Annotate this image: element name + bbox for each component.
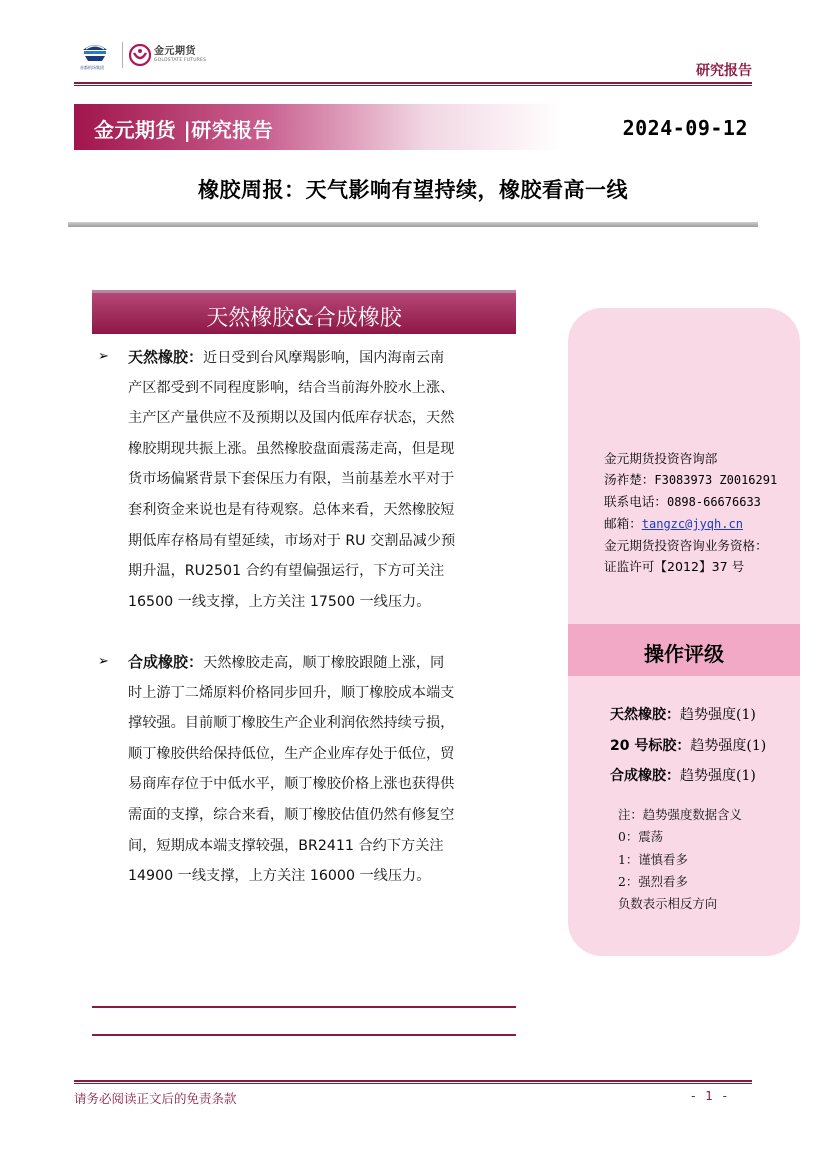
rating-name: 合成橡胶： — [610, 768, 680, 784]
logo-caption: 首都机场集团 — [80, 65, 104, 70]
header-report-label: 研究报告 — [696, 63, 752, 79]
bullet-text: 主产区产量供应不及预期以及国内低库存状态，天然 — [128, 410, 455, 427]
bullet-text: 近日受到台风摩羯影响，国内海南云南 — [203, 350, 445, 366]
rating-value: 趋势强度(1) — [680, 707, 756, 723]
bullet-text: 易商库存位于中低水平，顺丁橡胶价格上涨也获得供 — [128, 776, 455, 793]
report-date: 2024-09-12 — [622, 116, 748, 140]
license-title: 金元期货投资咨询业务资格： — [604, 538, 768, 553]
goldstate-logo — [129, 44, 206, 66]
bullet-label: 天然橡胶： — [128, 348, 204, 366]
bullet-text: 产区都受到不同程度影响，结合当前海外胶水上涨、 — [128, 379, 455, 396]
page-number: - 1 - — [691, 1089, 730, 1103]
rating-item — [610, 704, 800, 735]
bullet-text: 顺丁橡胶供给保持低位，生产企业库存处于低位，贸 — [128, 745, 455, 762]
bullet-text: 期低库存格局有望延续，市场对于 RU 交割品减少预 — [128, 532, 456, 549]
note-line: 2：强烈看多 — [618, 873, 688, 889]
bullet-text: 撑较强。目前顺丁橡胶生产企业利润依然持续亏损， — [128, 715, 455, 732]
footer-disclaimer: 请务必阅读正文后的免责条款 — [74, 1091, 237, 1106]
phone-number: 0898-66676633 — [666, 495, 761, 509]
rating-heading-text: 操作评级 — [644, 642, 724, 666]
bullet-text: 需面的支撑，综合来看，顺丁橡胶估值仍然有修复空 — [128, 806, 455, 823]
email-label: 邮箱： — [604, 516, 642, 531]
bullet-text: 间，短期成本端支撑较强，BR2411 合约下方关注 — [128, 837, 444, 854]
sidebar-panel — [568, 308, 800, 956]
bullet-text: 套利资金来说也是有待观察。总体来看，天然橡胶短 — [128, 501, 455, 518]
email-link[interactable]: tangzc@jyqh.cn — [641, 517, 743, 531]
capital-airports-logo — [80, 39, 118, 71]
rating-item — [610, 765, 800, 796]
section-heading — [92, 290, 516, 334]
note-line: 0：震荡 — [618, 829, 664, 845]
logo-en-name: GOLDSTATE FUTURES — [154, 57, 207, 63]
rating-name: 天然橡胶： — [610, 707, 680, 723]
title-banner — [74, 104, 752, 150]
note-line: 1：谨慎看多 — [618, 851, 688, 867]
bullet-text: 货市场偏紧背景下套保压力有限，当前基差水平对于 — [128, 471, 455, 488]
bullet-arrow-icon: ➢ — [98, 654, 109, 669]
rating-notes — [618, 804, 798, 915]
bullet-text: 16500 一线支撑，上方关注 17500 一线压力。 — [128, 593, 431, 610]
header-rule-thin — [74, 85, 752, 86]
title-divider — [68, 222, 758, 227]
header-rule — [74, 82, 752, 84]
note-line: 负数表示相反方向 — [618, 896, 718, 912]
note-line: 注：趋势强度数据含义 — [618, 807, 742, 822]
ratings-list — [610, 704, 800, 796]
phone-label: 联系电话： — [604, 494, 667, 509]
page-header — [0, 0, 826, 90]
rating-value: 趋势强度(1) — [680, 768, 756, 784]
footer-rule-thin — [74, 1083, 752, 1084]
rating-heading — [568, 624, 800, 676]
rating-item — [610, 735, 800, 766]
goldstate-mark-icon — [129, 44, 151, 66]
logo-cn-name: 金元期货 — [154, 45, 196, 57]
document-title: 橡胶周报：天气影响有望持续，橡胶看高一线 — [198, 178, 628, 202]
bullet-natural-rubber — [98, 342, 518, 617]
section-bottom-rule — [92, 1034, 516, 1036]
section-heading-text: 天然橡胶&合成橡胶 — [206, 306, 402, 331]
analyst-name: 汤祚楚： — [604, 472, 655, 487]
logo-divider — [122, 42, 123, 68]
rating-name: 20 号标胶： — [610, 737, 691, 754]
bullet-text: 橡胶期现共振上涨。虽然橡胶盘面震荡走高，但是现 — [128, 440, 455, 457]
logo-group — [80, 38, 206, 72]
bullet-text: 期升温，RU2501 合约有望偏强运行，下方可关注 — [128, 563, 445, 580]
license-number: 证监许可【2012】37 号 — [604, 559, 745, 574]
section-bottom-rule — [92, 1006, 516, 1008]
bullet-synthetic-rubber — [98, 647, 518, 892]
bullet-arrow-icon: ➢ — [98, 349, 109, 364]
department-name: 金元期货投资咨询部 — [604, 451, 718, 466]
analyst-license-ids: F3083973 Z0016291 — [654, 473, 778, 487]
contact-info — [604, 448, 804, 577]
bullet-text: 时上游丁二烯原料价格同步回升，顺丁橡胶成本端支 — [128, 684, 455, 701]
bullet-label: 合成橡胶： — [128, 653, 204, 671]
footer-rule — [74, 1080, 752, 1082]
bullet-text: 14900 一线支撑，上方关注 16000 一线压力。 — [128, 868, 431, 885]
rating-value: 趋势强度(1) — [690, 737, 767, 754]
bullet-text: 天然橡胶走高，顺丁橡胶跟随上涨，同 — [203, 655, 445, 671]
airport-emblem-icon — [80, 39, 110, 65]
banner-title: 金元期货 |研究报告 — [94, 118, 274, 142]
